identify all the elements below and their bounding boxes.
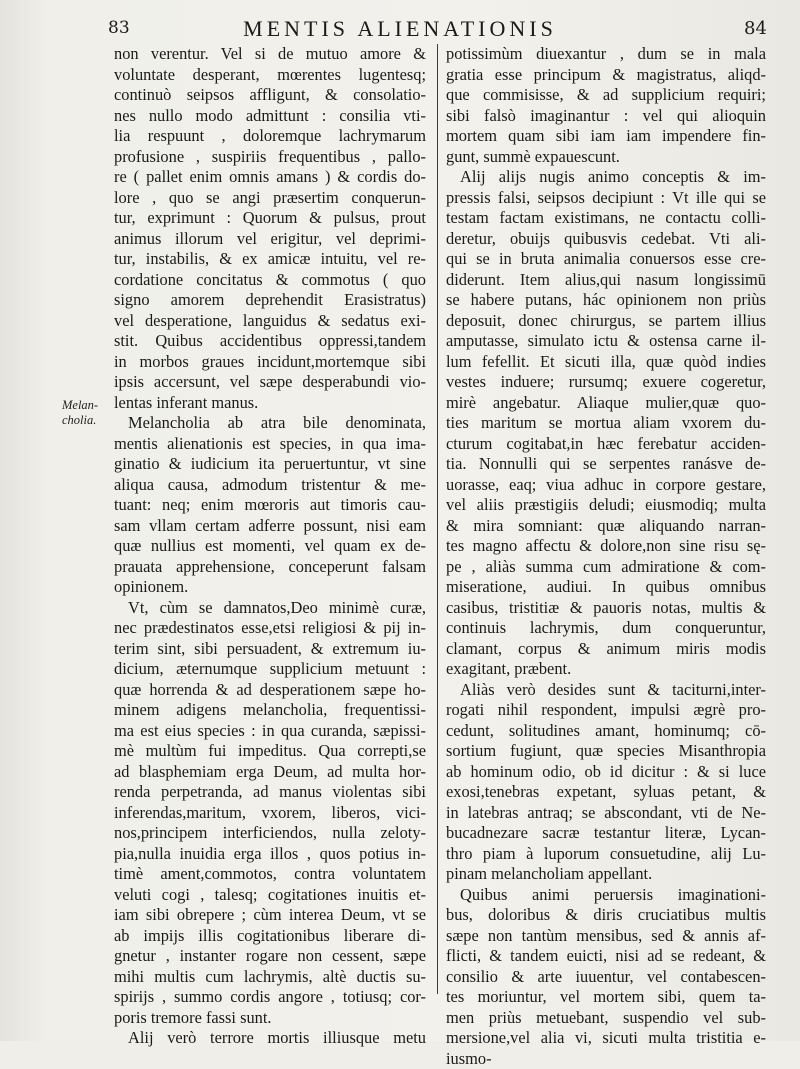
- text-line: ab impijs illis cogitationibus liberare di-: [114, 926, 426, 947]
- text-line: mirè angebatur. Aliaque mulier,quæ quo-: [446, 393, 766, 414]
- text-line: sortium fugiunt, quæ species Misanthropia: [446, 741, 766, 762]
- text-line: spirijs , summo cordis angore , totiusq; cor-: [114, 987, 426, 1008]
- text-line: consilio & arte iuuentur, vel contabescen-: [446, 967, 766, 988]
- text-line: sibi falsò imaginantur : vel qui alioquin: [446, 106, 766, 127]
- text-line: in morbos graues incidunt,mortemque sibi: [114, 352, 426, 373]
- text-line: pe , aliàs summa cum admiratione & com-: [446, 557, 766, 578]
- text-line: gunt, summè expauescunt.: [446, 147, 766, 168]
- text-line: vel desperatione, languidus & sedatus exi-: [114, 311, 426, 332]
- text-line: terim sint, sibi persuadent, & extremum iu-: [114, 639, 426, 660]
- text-line: re ( pallet enim omnis amans ) & cordis do-: [114, 167, 426, 188]
- text-line: bucadnezare sacræ testantur literæ, Lycan-: [446, 823, 766, 844]
- text-line: cedunt, solitudines amant, hominumq; cō-: [446, 721, 766, 742]
- text-line: profusione , suspiriis frequentibus , pallo-: [114, 147, 426, 168]
- text-line: in latebras antraq; se abscondant, vti de Ne-: [446, 803, 766, 824]
- text-line: qui se in bruta animalia conuersos esse cre-: [446, 249, 766, 270]
- text-line: men priùs metuebant, suspendio vel sub-: [446, 1008, 766, 1029]
- text-line: poris tremore fassi sunt.: [114, 1008, 426, 1029]
- right-text-column: [446, 44, 766, 1069]
- text-line: amputasse, simulato ictu & ostensa carne il-: [446, 331, 766, 352]
- text-line: lentas inferant manus.: [114, 393, 426, 414]
- text-line: tes moriuntur, vel mortem sibi, quem ta-: [446, 987, 766, 1008]
- text-line: tes magno affectu & dolore,non sine risu sę-: [446, 536, 766, 557]
- page-number-right: 84: [744, 18, 767, 39]
- text-line: stit. Quibus accidentibus oppressi,tandem: [114, 331, 426, 352]
- text-line: deposuit, donec chirurgus, se partem illius: [446, 311, 766, 332]
- text-line: iusmo-: [446, 1049, 766, 1069]
- text-line: se habere putans, hác opinionem non priùs: [446, 290, 766, 311]
- text-line: diderunt. Item alius,qui nasum longissimū: [446, 270, 766, 291]
- text-line: animus illorum vel erigitur, vel deprimi-: [114, 229, 426, 250]
- text-line: nos,principem interficiendos, nulla zeloty-: [114, 823, 426, 844]
- text-line: thro piam à luporum consuetudine, alij Lu-: [446, 844, 766, 865]
- text-line: mersione,vel alia vi, sicuti multa tristitia e-: [446, 1028, 766, 1049]
- text-line: voluntate desperant, mœrentes lugentesq;: [114, 65, 426, 86]
- text-line: quæ horrenda & ad desperationem sæpe ho-: [114, 680, 426, 701]
- text-line: cordatione concitatus & commotus ( quo: [114, 270, 426, 291]
- text-line: ad blasphemiam erga Deum, ad multa hor-: [114, 762, 426, 783]
- text-line: signo amorem deprehendit Erasistratus): [114, 290, 426, 311]
- margin-note: [62, 398, 110, 428]
- text-line: cturum cogitabat,in hæc ferebatur acciden-: [446, 434, 766, 455]
- text-line: tuant: neq; enim mœroris aut timoris cau-: [114, 495, 426, 516]
- text-line: ma est eius species : in qua curanda, sæpissi-: [114, 721, 426, 742]
- text-line: vel aliis præstigiis deludi; eiusmodiq; multa: [446, 495, 766, 516]
- text-line: renda perpetranda, ad manus violentas sibi: [114, 782, 426, 803]
- text-line: vestes induere; rursumq; exuere cogeretur,: [446, 372, 766, 393]
- margin-note-line: cholia.: [62, 413, 110, 428]
- text-line: flicti, & tandem euicti, nisi ad se redeant, &: [446, 946, 766, 967]
- text-line: Alij verò terrore mortis illiusque metu: [114, 1028, 426, 1049]
- text-line: Melancholia ab atra bile denominata,: [114, 413, 426, 434]
- text-line: iam sibi obrepere ; cùm interea Deum, vt se: [114, 905, 426, 926]
- text-line: lum fefellit. Et sicuti illa, quæ quòd indies: [446, 352, 766, 373]
- text-line: continuis lachrymis, dum conqueruntur,: [446, 618, 766, 639]
- text-line: pia,nulla inuidia erga illos , quos potius in-: [114, 844, 426, 865]
- margin-note-line: Melan-: [62, 398, 110, 413]
- page-number-left: 83: [108, 18, 130, 38]
- text-line: lia respuunt , doloremque lachrymarum: [114, 126, 426, 147]
- column-divider: [437, 44, 438, 994]
- text-line: minem adigens melancholia, frequentissi-: [114, 700, 426, 721]
- text-line: tia. Nonnulli qui se serpentes ranásve de-: [446, 454, 766, 475]
- text-line: prauata apprehensione, conceperunt falsam: [114, 557, 426, 578]
- text-line: non verentur. Vel si de mutuo amore &: [114, 44, 426, 65]
- text-line: Aliàs verò desides sunt & taciturni,inter-: [446, 680, 766, 701]
- text-line: continuò seipsos affligunt, & consolatio-: [114, 85, 426, 106]
- text-line: exagitant, præbent.: [446, 659, 766, 680]
- text-line: gratia esse principum & magistratus, aliqd-: [446, 65, 766, 86]
- text-line: lore , quo se angi præsertim conquerun-: [114, 188, 426, 209]
- text-line: sæpe non tantùm mensibus, sed & annis af-: [446, 926, 766, 947]
- running-title: MENTIS ALIENATIONIS: [0, 16, 800, 42]
- text-line: Quibus animi peruersis imaginationi-: [446, 885, 766, 906]
- text-line: exosi,tenebras expetant, syluas petant, &: [446, 782, 766, 803]
- page-header: [0, 6, 800, 42]
- text-line: gnetur , instanter rogare non cessent, sæpe: [114, 946, 426, 967]
- text-line: ipsis accersunt, vel sæpe desperabundi vio-: [114, 372, 426, 393]
- text-line: pinam melancholiam appellant.: [446, 864, 766, 885]
- text-line: nec prædestinatos esse,etsi religiosi & pij in-: [114, 618, 426, 639]
- text-line: Alij alijs nugis animo conceptis & im-: [446, 167, 766, 188]
- text-line: tur, exprimunt : Quorum & pulsus, prout: [114, 208, 426, 229]
- text-line: deretur, obuijs quibusvis cedebat. Vti ali-: [446, 229, 766, 250]
- text-line: clamant, corpus & animum miris modis: [446, 639, 766, 660]
- text-line: rogati nihil respondent, impulsi ægrè pro-: [446, 700, 766, 721]
- text-line: quæ nullius est momenti, vel quam ex de-: [114, 536, 426, 557]
- text-line: veluti cogi , talesq; cogitationes inuitis et-: [114, 885, 426, 906]
- text-line: ab hominum odio, ob id dicitur : & si luce: [446, 762, 766, 783]
- text-line: & mira somniant: quæ aliquando narran-: [446, 516, 766, 537]
- text-line: bus, doloribus & diris cruciatibus multis: [446, 905, 766, 926]
- text-line: mortem quam sibi iam iam impendere fin-: [446, 126, 766, 147]
- text-line: nes nullo modo admittunt : consilia vti-: [114, 106, 426, 127]
- text-line: sam vllam certam adferre possunt, nisi eam: [114, 516, 426, 537]
- text-line: tur, instabilis, & ex amicæ intuitu, vel re-: [114, 249, 426, 270]
- text-line: miseratione, audiui. In quibus omnibus: [446, 577, 766, 598]
- text-line: uorasse, eaq; viua adhuc in corpore gestare,: [446, 475, 766, 496]
- text-line: aliqua causa, admodum tristentur & me-: [114, 475, 426, 496]
- text-line: Vt, cùm se damnatos,Deo minimè curæ,: [114, 598, 426, 619]
- text-line: testam factam existimans, ne contactu colli-: [446, 208, 766, 229]
- text-line: mentis alienationis est species, in qua ima-: [114, 434, 426, 455]
- text-line: que commisisse, & ad supplicium requiri;: [446, 85, 766, 106]
- text-line: mè multùm fui impeditus. Qua correpti,se: [114, 741, 426, 762]
- text-line: dicium, æternumque supplicium metuunt :: [114, 659, 426, 680]
- text-line: mihi multis cum lachrymis, altè ductis su-: [114, 967, 426, 988]
- text-line: opinionem.: [114, 577, 426, 598]
- left-text-column: [114, 44, 426, 1049]
- text-line: potissimùm diuexantur , dum se in mala: [446, 44, 766, 65]
- text-line: pressis falsi, seipsos decipiunt : Vt ille qui se: [446, 188, 766, 209]
- text-line: timè ament,commotos, contra voluntatem: [114, 864, 426, 885]
- text-line: ties maritum se mortua aliam vxorem du-: [446, 413, 766, 434]
- text-line: casibus, tristitiæ & pauoris notas, multis &: [446, 598, 766, 619]
- text-line: inferendas,maritum, vxorem, liberos, vici-: [114, 803, 426, 824]
- text-line: ginatio & iudicium ita peruertuntur, vt sine: [114, 454, 426, 475]
